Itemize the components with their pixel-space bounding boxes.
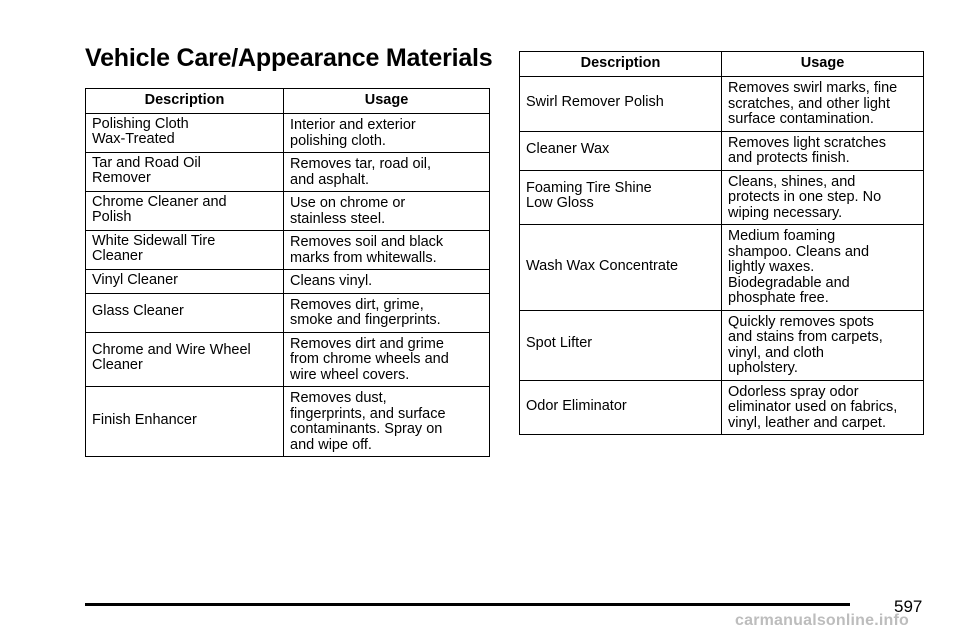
table-row xyxy=(86,293,490,332)
description-cell: Chrome Cleaner and Polish xyxy=(86,192,284,231)
usage-cell: Removes soil and black marks from whitewalls. xyxy=(284,231,490,270)
description-cell: Finish Enhancer xyxy=(86,387,284,457)
usage-cell: Removes dirt and grime from chrome wheels and wire wheel covers. xyxy=(284,332,490,387)
column-header-description: Description xyxy=(86,89,284,114)
usage-cell: Removes dirt, grime, smoke and fingerprints. xyxy=(284,293,490,332)
description-cell: Glass Cleaner xyxy=(86,293,284,332)
table-row xyxy=(520,310,924,380)
description-cell: Odor Eliminator xyxy=(520,380,722,435)
care-materials-table-left xyxy=(85,88,490,457)
description-cell: Foaming Tire Shine Low Gloss xyxy=(520,170,722,225)
description-cell: Tar and Road Oil Remover xyxy=(86,153,284,192)
table-row xyxy=(86,153,490,192)
usage-cell: Use on chrome or stainless steel. xyxy=(284,192,490,231)
usage-cell: Cleans vinyl. xyxy=(284,270,490,294)
usage-cell: Removes light scratches and protects finish. xyxy=(722,131,924,170)
table-row xyxy=(86,231,490,270)
description-cell: Swirl Remover Polish xyxy=(520,77,722,132)
table-row xyxy=(520,131,924,170)
table-row xyxy=(86,387,490,457)
table-row xyxy=(86,270,490,294)
footer-divider xyxy=(85,603,850,606)
description-cell: Spot Lifter xyxy=(520,310,722,380)
care-materials-table-right xyxy=(519,51,924,435)
usage-cell: Removes tar, road oil, and asphalt. xyxy=(284,153,490,192)
table-row xyxy=(86,114,490,153)
usage-cell: Interior and exterior polishing cloth. xyxy=(284,114,490,153)
usage-cell: Medium foaming shampoo. Cleans and lightly waxes. Biodegradable and phosphate free. xyxy=(722,225,924,311)
usage-cell: Quickly removes spots and stains from carpets, vinyl, and cloth upholstery. xyxy=(722,310,924,380)
description-cell: Chrome and Wire Wheel Cleaner xyxy=(86,332,284,387)
table-header-row xyxy=(520,52,924,77)
table-header-row xyxy=(86,89,490,114)
table-row xyxy=(520,380,924,435)
column-header-usage: Usage xyxy=(284,89,490,114)
table-row xyxy=(520,77,924,132)
description-cell: Cleaner Wax xyxy=(520,131,722,170)
column-header-usage: Usage xyxy=(722,52,924,77)
page-number: 597 xyxy=(894,597,923,616)
usage-cell: Cleans, shines, and protects in one step. No wiping necessary. xyxy=(722,170,924,225)
description-cell: Vinyl Cleaner xyxy=(86,270,284,294)
table-row xyxy=(520,225,924,311)
watermark: carmanualsonline.info xyxy=(735,612,910,629)
table-row xyxy=(520,170,924,225)
description-cell: White Sidewall Tire Cleaner xyxy=(86,231,284,270)
usage-cell: Removes swirl marks, fine scratches, and other light surface contamination. xyxy=(722,77,924,132)
table-row xyxy=(86,192,490,231)
description-cell: Wash Wax Concentrate xyxy=(520,225,722,311)
usage-cell: Removes dust, fingerprints, and surface contaminants. Spray on and wipe off. xyxy=(284,387,490,457)
description-cell: Polishing Cloth Wax-Treated xyxy=(86,114,284,153)
column-header-description: Description xyxy=(520,52,722,77)
table-row xyxy=(86,332,490,387)
page-title: Vehicle Care/Appearance Materials xyxy=(85,44,493,72)
usage-cell: Odorless spray odor eliminator used on fabrics, vinyl, leather and carpet. xyxy=(722,380,924,435)
